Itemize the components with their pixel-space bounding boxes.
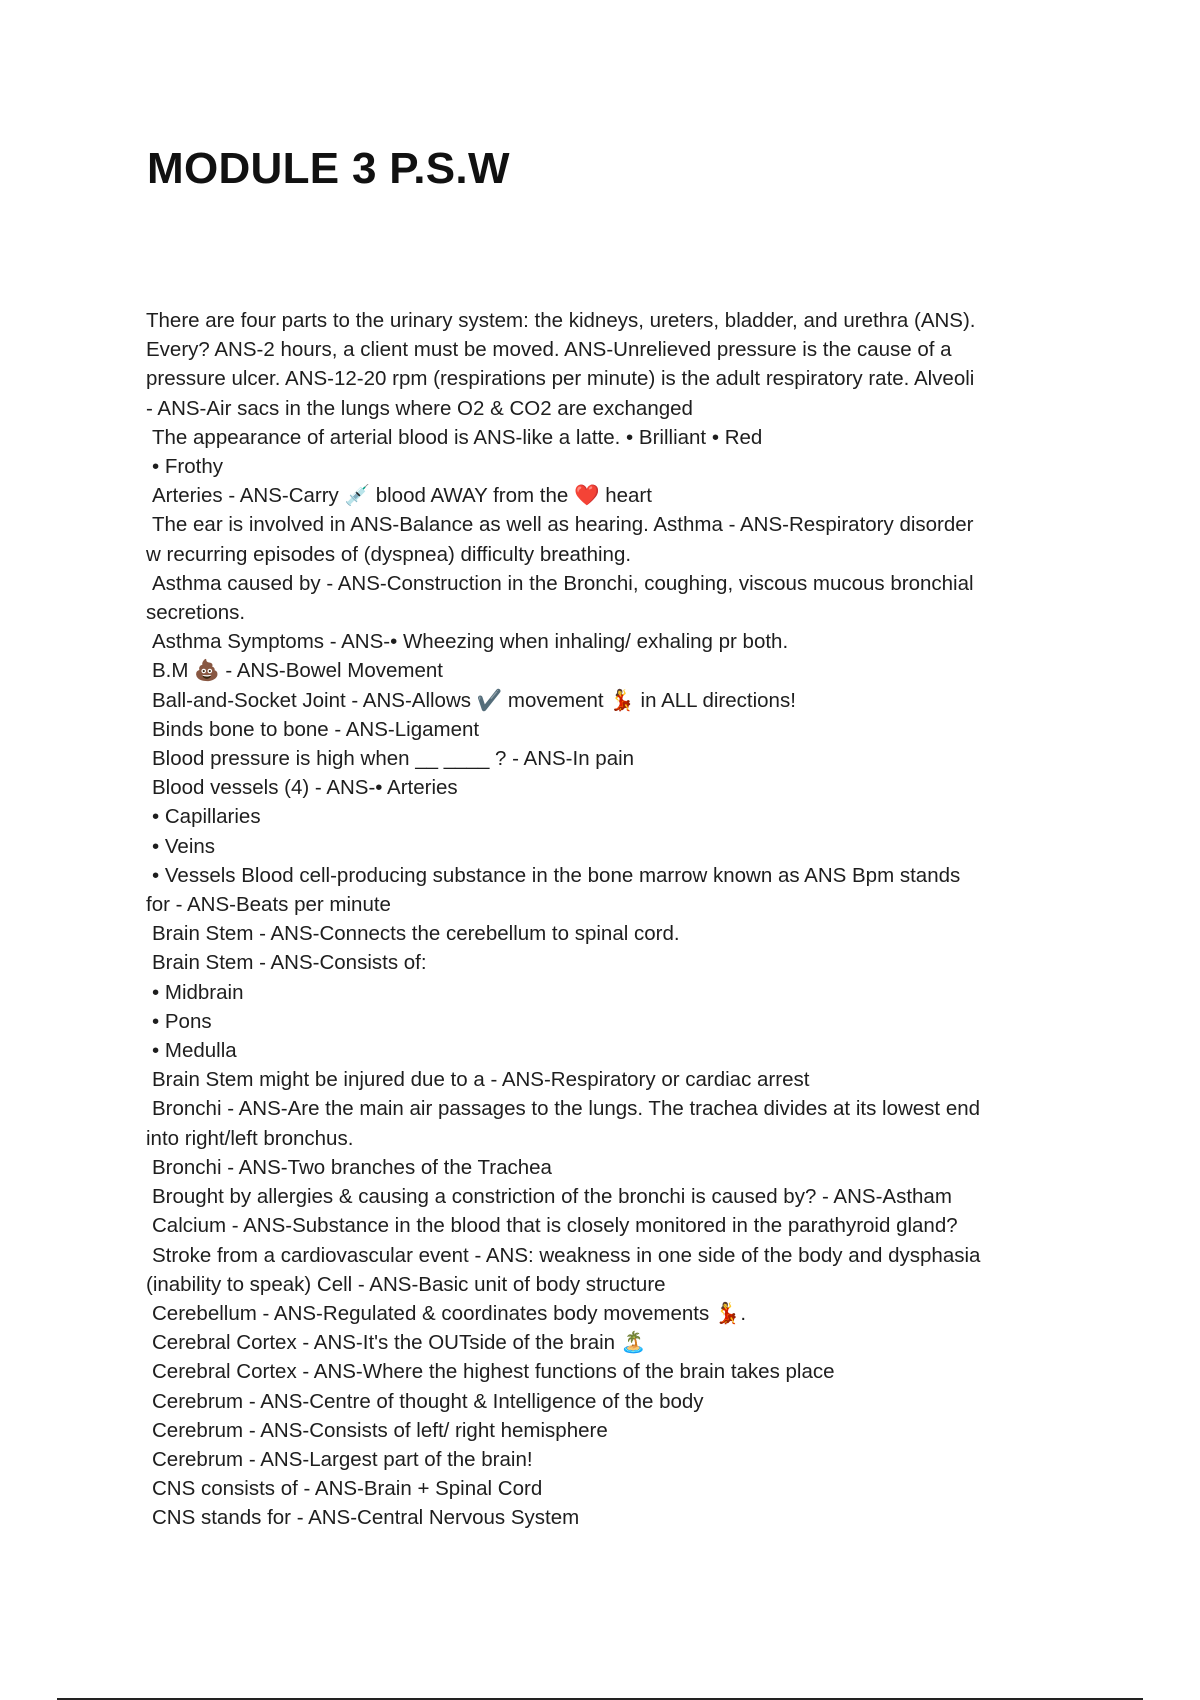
body-line: Arteries - ANS-Carry 💉 blood AWAY from the ❤️ heart xyxy=(152,484,652,508)
body-line: The ear is involved in ANS-Balance as well as hearing. Asthma - ANS-Respiratory disorder xyxy=(152,513,974,537)
body-line: Cerebral Cortex - ANS-It's the OUTside of the brain 🏝️ xyxy=(152,1331,647,1355)
body-line: • Midbrain xyxy=(152,980,244,1004)
body-line: Blood pressure is high when __ ____ ? - ANS-In pain xyxy=(152,747,635,771)
body-line: - ANS-Air sacs in the lungs where O2 & CO2 are exchanged xyxy=(146,396,693,420)
body-line: Brain Stem - ANS-Consists of: xyxy=(152,951,427,975)
body-line: secretions. xyxy=(146,601,246,625)
body-line: Blood vessels (4) - ANS-• Arteries xyxy=(152,776,458,800)
body-line: • Capillaries xyxy=(152,805,261,829)
body-line: (inability to speak) Cell - ANS-Basic unit of body structure xyxy=(146,1272,666,1296)
body-line: Bronchi - ANS-Two branches of the Trachea xyxy=(152,1155,552,1179)
body-line: CNS stands for - ANS-Central Nervous System xyxy=(152,1506,580,1530)
body-line: Brain Stem might be injured due to a - ANS-Respiratory or cardiac arrest xyxy=(152,1068,810,1092)
body-line: Bronchi - ANS-Are the main air passages to the lungs. The trachea divides at its lowest end xyxy=(152,1097,981,1121)
body-line: CNS consists of - ANS-Brain + Spinal Cord xyxy=(152,1477,543,1501)
body-line: into right/left bronchus. xyxy=(146,1126,354,1150)
body-line: Cerebrum - ANS-Consists of left/ right hemisphere xyxy=(152,1418,608,1442)
body-line: There are four parts to the urinary system: the kidneys, ureters, bladder, and urethra (ANS). xyxy=(146,309,976,332)
body-line: w recurring episodes of (dyspnea) difficulty breathing. xyxy=(146,542,632,566)
body-line: pressure ulcer. ANS-12-20 rpm (respirations per minute) is the adult respiratory rate. Alveoli xyxy=(146,367,975,391)
body-line: Cerebellum - ANS-Regulated & coordinates body movements 💃. xyxy=(152,1301,747,1325)
body-line: • Vessels Blood cell-producing substance in the bone marrow known as ANS Bpm stands xyxy=(152,863,961,887)
body-line: Calcium - ANS-Substance in the blood that is closely monitored in the parathyroid gland? xyxy=(152,1214,958,1238)
body-line: The appearance of arterial blood is ANS-like a latte. • Brilliant • Red xyxy=(152,425,763,449)
body-line: Asthma Symptoms - ANS-• Wheezing when inhaling/ exhaling pr both. xyxy=(152,630,789,654)
body-line: • Pons xyxy=(152,1009,212,1033)
body-line: Ball-and-Socket Joint - ANS-Allows ✔️ movement 💃 in ALL directions! xyxy=(152,688,796,712)
document-title: MODULE 3 P.S.W xyxy=(147,144,510,193)
body-line: Every? ANS-2 hours, a client must be moved. ANS-Unrelieved pressure is the cause of a xyxy=(146,338,952,362)
body-line: Brought by allergies & causing a constriction of the bronchi is caused by? - ANS-Astham xyxy=(152,1185,952,1209)
body-line: Stroke from a cardiovascular event - ANS: weakness in one side of the body and dysphasia xyxy=(152,1243,981,1267)
body-line: Cerebrum - ANS-Centre of thought & Intelligence of the body xyxy=(152,1389,704,1413)
document-body xyxy=(146,306,1066,1533)
body-line: Brain Stem - ANS-Connects the cerebellum to spinal cord. xyxy=(152,922,680,946)
body-line: B.M 💩 - ANS-Bowel Movement xyxy=(152,659,443,683)
body-line: Cerebral Cortex - ANS-Where the highest functions of the brain takes place xyxy=(152,1360,835,1384)
body-line: • Medulla xyxy=(152,1039,237,1063)
body-line: Binds bone to bone - ANS-Ligament xyxy=(152,717,480,741)
body-line: Asthma caused by - ANS-Construction in the Bronchi, coughing, viscous mucous bronchial xyxy=(152,571,974,595)
body-line: • Frothy xyxy=(152,455,223,479)
body-line: Cerebrum - ANS-Largest part of the brain! xyxy=(152,1447,533,1471)
body-line: for - ANS-Beats per minute xyxy=(146,893,391,917)
body-line: • Veins xyxy=(152,834,216,858)
